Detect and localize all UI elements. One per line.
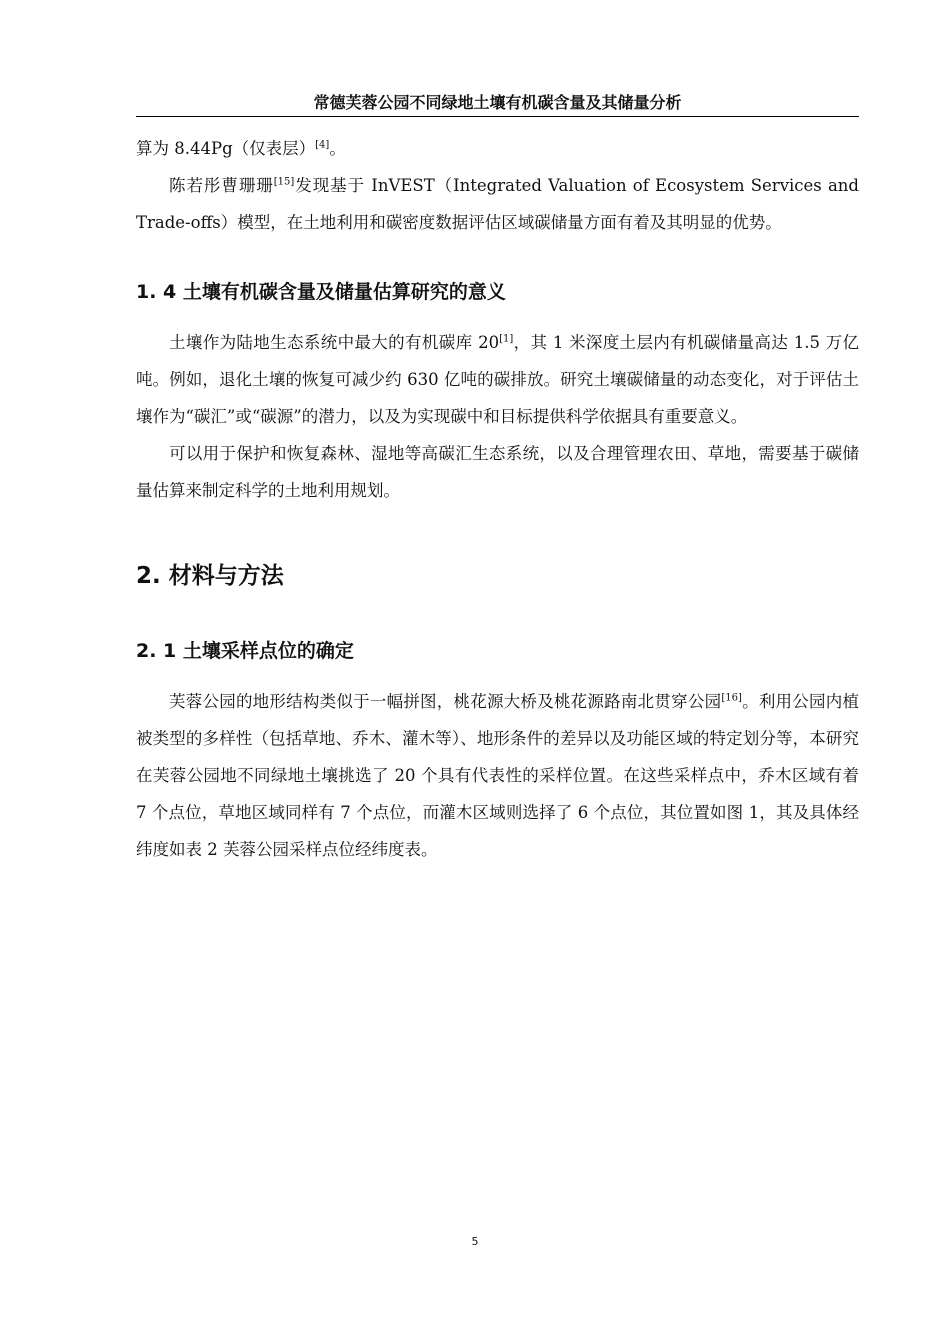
section-heading-2: 2. 材料与方法 xyxy=(136,563,284,589)
paragraph-text: 发现基于 InVEST（Integrated Valuation of Ecosystem Services and Trade-offs）模型，在土地利用和碳密度数据评估区域碳储量方面有着及其明显的优势。 xyxy=(136,176,859,232)
paragraph-text: 陈若彤曹珊珊 xyxy=(169,176,274,195)
paragraph-tail: 。 xyxy=(329,139,346,158)
paragraph-text: 。利用公园内植被类型的多样性（包括草地、乔木、灌木等）、地形条件的差异以及功能区域的特定划分等，本研究在芙蓉公园地不同绿地土壤挑选了 20 个具有代表性的采样位置。在这些采样点中，乔木区域有着 7 个点位，草地区域同样有 7 个点位，而灌木区域则选择了 6 个点位，其位置如图 1，其及具体经纬度如表 2 芙蓉公园采样点位经纬度表。 xyxy=(136,692,860,859)
paragraph-significance xyxy=(136,324,859,435)
section-heading-1-4: 1. 4 土壤有机碳含量及储量估算研究的意义 xyxy=(136,281,506,303)
page-number: 5 xyxy=(471,1235,479,1248)
paragraph-text: 土壤作为陆地生态系统中最大的有机碳库 20 xyxy=(169,333,500,352)
citation-ref[interactable]: [1] xyxy=(499,333,514,345)
paragraph-sampling xyxy=(136,683,859,868)
paragraph-text: 芙蓉公园的地形结构类似于一幅拼图，桃花源大桥及桃花源路南北贯穿公园 xyxy=(169,692,722,711)
page-body xyxy=(136,130,859,868)
section-heading-2-1: 2. 1 土壤采样点位的确定 xyxy=(136,640,354,662)
paragraph-text: 算为 8.44Pg（仅表层） xyxy=(136,139,316,158)
running-header: 常德芙蓉公园不同绿地土壤有机碳含量及其储量分析 xyxy=(136,90,859,117)
citation-ref[interactable]: [4] xyxy=(315,139,330,151)
citation-ref[interactable]: [16] xyxy=(721,692,742,704)
paragraph-invest xyxy=(136,167,859,241)
paragraph-text: ，其 1 米深度土层内有机碳储量高达 1.5 万亿吨。例如，退化土壤的恢复可减少约 630 亿吨的碳排放。研究土壤碳储量的动态变化，对于评估土壤作为“碳汇”或“碳源”的潜力，以及为实现碳中和目标提供科学依据具有重要意义。 xyxy=(136,333,859,426)
citation-ref[interactable]: [15] xyxy=(273,176,295,188)
paragraph-land-use: 可以用于保护和恢复森林、湿地等高碳汇生态系统，以及合理管理农田、草地，需要基于碳储量估算来制定科学的土地利用规划。 xyxy=(136,444,859,500)
paragraph-continuation xyxy=(136,130,859,167)
